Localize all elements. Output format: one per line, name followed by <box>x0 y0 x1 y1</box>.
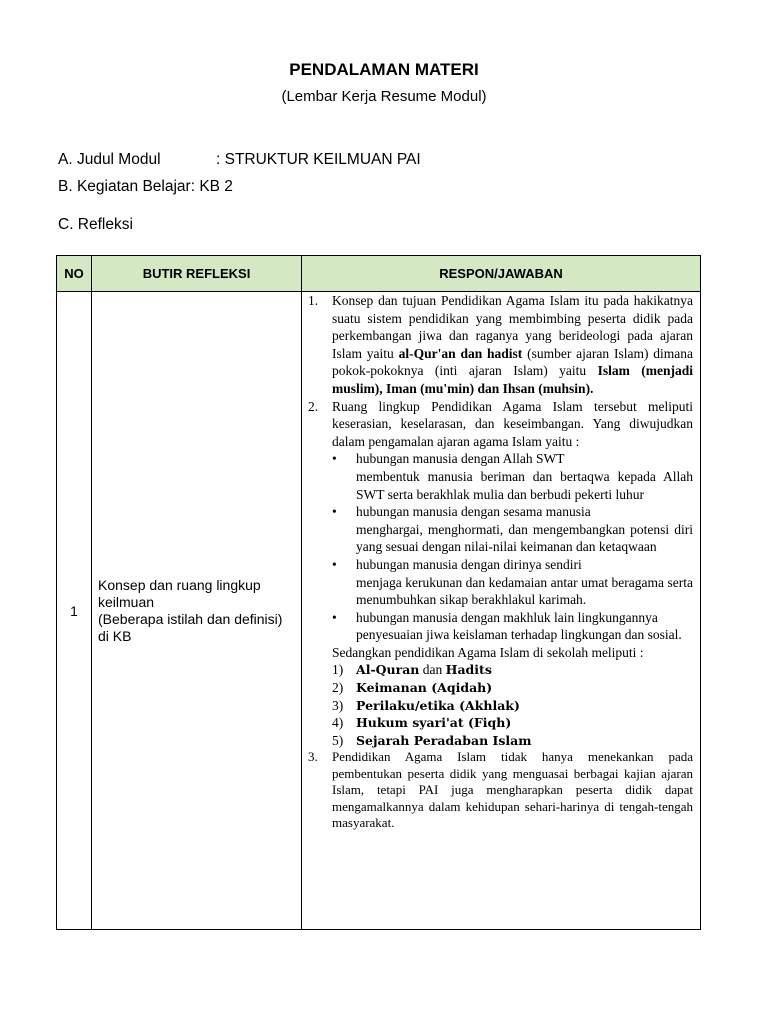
school-scope-intro: Sedangkan pendidikan Agama Islam di sekolah meliputi : <box>332 644 644 660</box>
table-header-row <box>57 256 701 292</box>
kegiatan-belajar-label: B. Kegiatan Belajar <box>58 178 191 195</box>
list-item <box>308 714 693 732</box>
table-row <box>57 292 701 930</box>
bullet-2-title: hubungan manusia dengan sesama manusia <box>356 504 591 520</box>
bullet-2-desc: menghargai, menghormati, dan mengembangkan potensi diri yang sesuai dengan nilai-nilai keimanan dan ketaqwaan <box>356 521 693 555</box>
point-2-text: Ruang lingkup Pendidikan Agama Islam tersebut meliputi keserasian, keselarasan, dan keseimbangan. Yang diwujudkan dalam pengamalan ajaran agama Islam yaitu : <box>332 398 693 449</box>
point-3-number: 3. <box>308 749 318 765</box>
school-item-1: Al-Quran dan Hadits <box>356 662 492 678</box>
page-title: PENDALAMAN MATERI <box>289 60 479 79</box>
list-item <box>308 503 693 521</box>
header-no: NO <box>57 256 92 292</box>
judul-modul-value: : STRUKTUR KEILMUAN PAI <box>216 151 421 168</box>
school-item-2: Keimanan (Aqidah) <box>356 680 493 696</box>
school-item-1-number: 1) <box>332 662 344 678</box>
refleksi-heading: C. Refleksi <box>58 216 133 233</box>
page-subtitle: (Lembar Kerja Resume Modul) <box>281 88 487 105</box>
bullet-icon: • <box>332 504 337 520</box>
judul-modul-line <box>58 151 421 169</box>
school-item-3-number: 3) <box>332 697 344 713</box>
point-2-number: 2. <box>308 398 319 414</box>
bullet-1-title: hubungan manusia dengan Allah SWT <box>356 451 565 467</box>
respon-cell <box>302 292 701 930</box>
list-item <box>308 556 693 574</box>
list-item <box>308 609 693 627</box>
butir-line-1: Konsep dan ruang lingkup keilmuan <box>98 576 261 610</box>
point-3-text: Pendidikan Agama Islam tidak hanya menekankan pada pembentukan peserta didik yang menguasai berbagai kajian ajaran Islam, tetapi PAI juga mengharapkan peserta didik dapat mengamalkannya dalam kehidupan sehari-harinya di tengah-tengah masyarakat. <box>332 749 693 831</box>
list-item <box>308 661 693 679</box>
bullet-1-desc: membentuk manusia beriman dan bertaqwa kepada Allah SWT serta berakhlak mulia dan berbudi pekerti luhur <box>356 468 693 502</box>
list-item <box>308 679 693 697</box>
header-butir-refleksi: BUTIR REFLEKSI <box>92 256 302 292</box>
bullet-4-title: hubungan manusia dengan makhluk lain lingkungannya <box>356 609 658 625</box>
school-item-5-number: 5) <box>332 732 344 748</box>
school-item-3: Perilaku/etika (Akhlak) <box>356 697 520 713</box>
kegiatan-belajar-line <box>58 178 233 196</box>
row-number: 1 <box>57 292 92 930</box>
bullet-3-title: hubungan manusia dengan dirinya sendiri <box>356 556 582 572</box>
point-1-text: Konsep dan tujuan Pendidikan Agama Islam itu pada hakikatnya suatu sistem pendidikan yang membimbing peserta didik pada perkembangan jiwa dan raganya yang berideologi pada ajaran Islam yaitu al-Qur'an dan hadist (sumber ajaran Islam) dimana pokok-pokoknya (inti ajaran Islam) yaitu Islam (menjadi muslim), Iman (mu'min) dan Ihsan (muhsin). <box>332 293 693 396</box>
bullet-icon: • <box>332 556 337 572</box>
response-point-2 <box>308 398 693 451</box>
school-item-5: Sejarah Peradaban Islam <box>356 732 532 748</box>
butir-line-2: (Beberapa istilah dan definisi) di KB <box>98 610 283 644</box>
bullet-4-desc: penyesuaian jiwa keislaman terhadap lingkungan dan sosial. <box>356 627 682 643</box>
reflection-table <box>56 255 701 930</box>
response-point-1 <box>308 292 693 398</box>
response-point-3 <box>308 749 693 832</box>
list-item <box>308 732 693 750</box>
list-item <box>308 697 693 715</box>
butir-refleksi-cell <box>92 292 302 930</box>
list-item <box>308 450 693 468</box>
point-1-number: 1. <box>308 293 319 308</box>
bullet-3-desc: menjaga kerukunan dan kedamaian antar umat beragama serta menumbuhkan sikap berakhlakul karimah. <box>356 574 693 608</box>
kegiatan-belajar-value: : KB 2 <box>190 178 233 195</box>
judul-modul-label: A. Judul Modul <box>58 151 161 168</box>
bullet-icon: • <box>332 451 337 467</box>
school-item-4-number: 4) <box>332 715 344 731</box>
school-item-2-number: 2) <box>332 680 344 696</box>
bullet-icon: • <box>332 609 337 625</box>
school-item-4: Hukum syari'at (Fiqh) <box>356 715 512 731</box>
header-respon-jawaban: RESPON/JAWABAN <box>302 256 701 292</box>
